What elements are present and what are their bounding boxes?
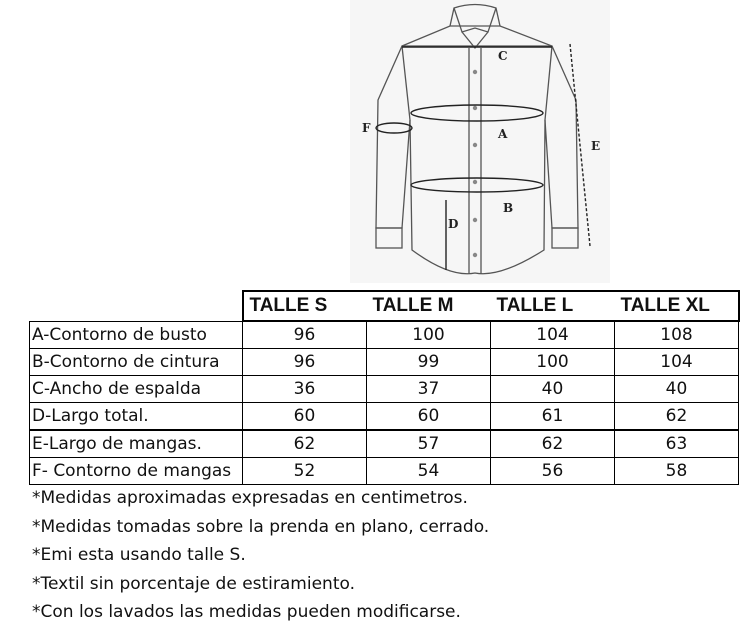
- label-f: F: [362, 121, 371, 135]
- value-cell: 56: [491, 458, 615, 485]
- value-cell: 100: [367, 321, 491, 349]
- row-label: B-Contorno de cintura: [30, 349, 243, 376]
- label-e: E: [591, 139, 601, 153]
- row-label: A-Contorno de busto: [30, 321, 243, 349]
- value-cell: 104: [491, 321, 615, 349]
- notes: [32, 484, 489, 627]
- shirt-measurement-diagram: [350, 0, 610, 283]
- value-cell: 40: [615, 376, 739, 403]
- value-cell: 60: [243, 403, 367, 431]
- note-line: *Textil sin porcentaje de estiramiento.: [32, 573, 355, 594]
- table-header-empty: [30, 291, 243, 321]
- note-line: *Medidas aproximadas expresadas en centimetros.: [32, 488, 468, 508]
- value-cell: 62: [615, 403, 739, 431]
- table-row: [30, 403, 739, 431]
- value-cell: 40: [491, 376, 615, 403]
- value-cell: 58: [615, 458, 739, 485]
- value-cell: 52: [243, 458, 367, 485]
- value-cell: 104: [615, 349, 739, 376]
- table-row: [30, 376, 739, 403]
- value-cell: 99: [367, 349, 491, 376]
- header-talle-xl: TALLE XL: [615, 291, 739, 321]
- table-row: [30, 430, 739, 458]
- value-cell: 96: [243, 321, 367, 349]
- header-talle-m: TALLE M: [367, 291, 491, 321]
- note-line: *Con los lavados las medidas pueden modificarse.: [32, 602, 461, 622]
- row-label: D-Largo total.: [30, 403, 243, 431]
- header-talle-l: TALLE L: [491, 291, 615, 321]
- value-cell: 61: [491, 403, 615, 431]
- value-cell: 96: [243, 349, 367, 376]
- table-row: [30, 458, 739, 485]
- value-cell: 37: [367, 376, 491, 403]
- value-cell: 60: [367, 403, 491, 431]
- size-table: [29, 290, 740, 485]
- value-cell: 36: [243, 376, 367, 403]
- row-label: F- Contorno de mangas: [30, 458, 243, 485]
- note-line: *Medidas tomadas sobre la prenda en plano, cerrado.: [32, 516, 490, 537]
- value-cell: 63: [615, 430, 739, 458]
- label-d: D: [448, 217, 459, 231]
- row-label: C-Ancho de espalda: [30, 376, 243, 403]
- value-cell: 57: [367, 430, 491, 458]
- row-label: E-Largo de mangas.: [30, 430, 243, 458]
- table-header-row: [30, 291, 739, 321]
- value-cell: 54: [367, 458, 491, 485]
- value-cell: 62: [243, 430, 367, 458]
- table-row: [30, 321, 739, 349]
- label-c: C: [498, 49, 508, 63]
- table-row: [30, 349, 739, 376]
- label-a: A: [498, 127, 508, 141]
- note-line: *Emi esta usando talle S.: [32, 545, 246, 565]
- value-cell: 62: [491, 430, 615, 458]
- value-cell: 100: [491, 349, 615, 376]
- label-b: B: [503, 201, 514, 215]
- value-cell: 108: [615, 321, 739, 349]
- header-talle-s: TALLE S: [243, 291, 367, 321]
